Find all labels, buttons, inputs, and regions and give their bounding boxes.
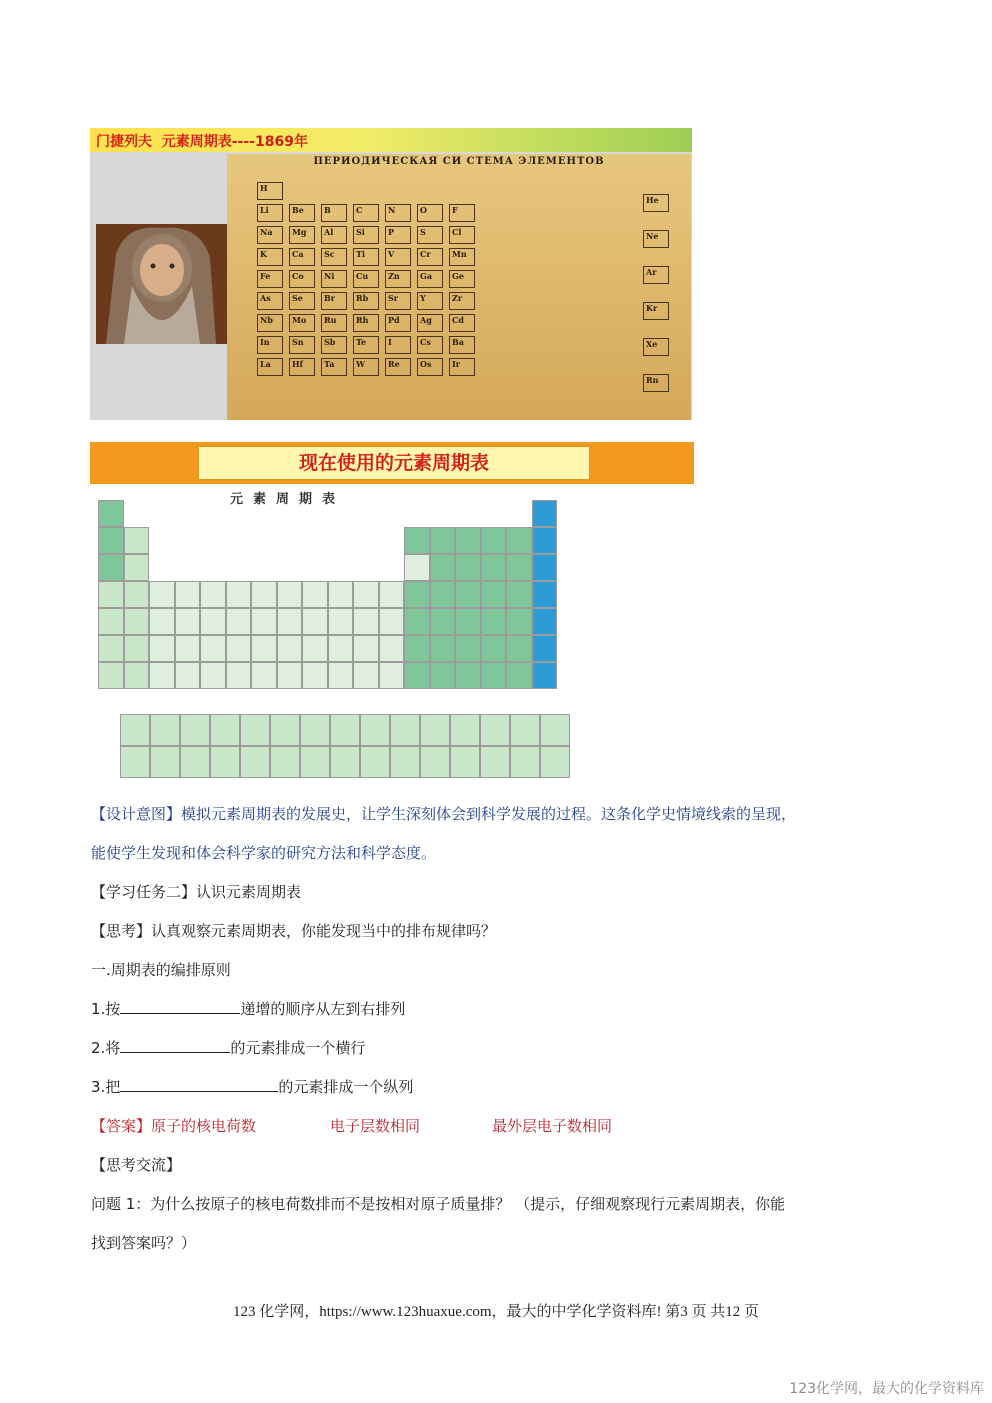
design-intent-line2: 能使学生发现和体会科学家的研究方法和科学态度。 [91,844,437,862]
page-footer: 123 化学网，https://www.123huaxue.com，最大的中学化学资料库! 第3 页 共12 页 [232,1304,760,1320]
item2-suffix: 的元素排成一个横行 [230,1039,366,1057]
periodic-element-cell [455,554,481,581]
periodic-element-cell [98,527,124,554]
mendeleev-element-cell: Y [417,292,443,310]
series-element-cell [480,746,510,778]
mendeleev-element-cell: V [385,248,411,266]
periodic-element-cell [98,581,124,608]
mendeleev-element-cell: Nb [257,314,283,332]
series-element-cell [240,714,270,746]
periodic-element-cell [226,581,252,608]
mendeleev-element-cell: S [417,226,443,244]
periodic-element-cell [328,581,354,608]
series-element-cell [300,746,330,778]
periodic-element-cell [430,527,456,554]
series-element-cell [510,714,540,746]
series-element-cell [270,746,300,778]
series-element-cell [300,714,330,746]
mendeleev-element-cell: Co [289,270,315,288]
answer-label: 【答案】 [91,1117,152,1135]
periodic-element-cell [328,635,354,662]
mendeleev-noble-gas-cell: He [643,194,669,212]
periodic-element-cell [302,608,328,635]
item1 [91,999,405,1019]
periodic-element-cell [404,581,430,608]
periodic-element-cell [532,527,558,554]
mendeleev-element-cell: Br [321,292,347,310]
periodic-element-cell [200,581,226,608]
mendeleev-element-cell: Sn [289,336,315,354]
periodic-element-cell [404,662,430,689]
periodic-element-cell [455,662,481,689]
task2-heading: 【学习任务二】认识元素周期表 [91,883,302,901]
periodic-element-cell [149,635,175,662]
periodic-element-cell [430,554,456,581]
mendeleev-element-cell: As [257,292,283,310]
item1-prefix: 1.按 [91,1000,121,1018]
periodic-table-title: 元素周期表 [230,492,346,507]
item3-prefix: 3.把 [91,1078,121,1096]
figure2-title: 现在使用的元素周期表 [298,452,489,474]
mendeleev-element-cell: P [385,226,411,244]
series-element-cell [540,746,570,778]
periodic-element-cell [175,635,201,662]
mendeleev-element-cell: Te [353,336,379,354]
periodic-element-cell [226,662,252,689]
periodic-element-cell [226,608,252,635]
periodic-element-cell [430,635,456,662]
periodic-element-cell [379,635,405,662]
periodic-element-cell [404,554,430,581]
mendeleev-element-cell: Ta [321,358,347,376]
mendeleev-element-cell: Rb [353,292,379,310]
figure1-banner-text: 门捷列夫 元素周期表----1869年 [96,134,308,150]
periodic-element-cell [506,608,532,635]
mendeleev-element-cell: Ni [321,270,347,288]
item1-suffix: 递增的顺序从左到右排列 [240,1000,406,1018]
periodic-element-cell [98,500,124,527]
question1-line2: 找到答案吗？） [91,1234,197,1252]
series-element-cell [540,714,570,746]
mendeleev-element-cell: Ru [321,314,347,332]
periodic-element-cell [481,662,507,689]
series-element-cell [450,746,480,778]
periodic-element-cell [251,662,277,689]
periodic-element-cell [353,581,379,608]
periodic-element-cell [353,662,379,689]
mendeleev-element-cell: B [321,204,347,222]
mendeleev-element-cell: Hf [289,358,315,376]
periodic-element-cell [506,527,532,554]
mendeleev-element-cell: La [257,358,283,376]
periodic-element-cell [404,635,430,662]
periodic-element-cell [149,662,175,689]
periodic-element-cell [175,662,201,689]
periodic-element-cell [328,608,354,635]
periodic-element-cell [200,635,226,662]
periodic-element-cell [98,635,124,662]
series-element-cell [180,714,210,746]
mendeleev-element-cell: Zn [385,270,411,288]
periodic-element-cell [353,608,379,635]
question1-line1: 问题 1：为什么按原子的核电荷数排而不是按相对原子质量排？ （提示，仔细观察现行元素周期表，你能 [91,1195,786,1213]
series-element-cell [150,746,180,778]
mendeleev-element-cell: Ge [449,270,475,288]
figure2-title-box [198,446,590,480]
periodic-element-cell [532,554,558,581]
answer-1: 原子的核电荷数 [151,1117,257,1135]
mendeleev-figure [90,128,692,420]
series-element-cell [120,714,150,746]
design-intent-label: 【设计意图】 [91,805,182,823]
periodic-element-cell [226,635,252,662]
periodic-element-cell [200,608,226,635]
item2-blank[interactable] [120,1038,230,1053]
periodic-element-cell [328,662,354,689]
mendeleev-element-cell: Ag [417,314,443,332]
periodic-element-cell [149,581,175,608]
series-element-cell [270,714,300,746]
mendeleev-element-cell: O [417,204,443,222]
mendeleev-noble-gas-cell: Xe [643,338,669,356]
mendeleev-element-cell: Ti [353,248,379,266]
series-element-cell [390,746,420,778]
series-element-cell [210,746,240,778]
periodic-element-cell [175,581,201,608]
mendeleev-element-cell: Sr [385,292,411,310]
periodic-element-cell [277,581,303,608]
item3-blank[interactable] [120,1077,278,1092]
periodic-element-cell [124,662,150,689]
periodic-element-cell [251,608,277,635]
periodic-element-cell [481,635,507,662]
periodic-element-cell [379,608,405,635]
mendeleev-noble-gas-cell: Kr [643,302,669,320]
mendeleev-element-cell: Mg [289,226,315,244]
mendeleev-table-sheet [227,154,691,420]
section1-heading: 一.周期表的编排原则 [91,961,231,979]
think-prompt: 【思考】认真观察元素周期表，你能发现当中的排布规律吗？ [91,922,497,940]
discussion-heading: 【思考交流】 [91,1156,182,1174]
mendeleev-element-cell: Li [257,204,283,222]
periodic-element-cell [302,581,328,608]
mendeleev-element-cell: Mo [289,314,315,332]
mendeleev-element-cell: I [385,336,411,354]
periodic-element-cell [98,662,124,689]
periodic-element-cell [481,581,507,608]
mendeleev-element-cell: Rh [353,314,379,332]
series-element-cell [450,714,480,746]
periodic-element-cell [124,554,150,581]
item2 [91,1038,365,1058]
mendeleev-element-cell: Ga [417,270,443,288]
periodic-element-cell [404,608,430,635]
periodic-element-cell [302,662,328,689]
periodic-element-cell [481,527,507,554]
periodic-element-cell [455,608,481,635]
design-intent-line1 [91,804,796,824]
series-element-cell [480,714,510,746]
periodic-element-cell [481,554,507,581]
sheet-title: ПЕРИОДИЧЕСКАЯ СИ СТЕМА ЭЛЕМЕНТОВ [313,156,605,167]
series-element-cell [240,746,270,778]
periodic-element-cell [200,662,226,689]
periodic-element-cell [430,581,456,608]
periodic-element-cell [481,608,507,635]
mendeleev-element-cell: Cd [449,314,475,332]
mendeleev-element-cell: Cr [417,248,443,266]
series-element-cell [360,746,390,778]
series-element-cell [120,746,150,778]
periodic-element-cell [379,581,405,608]
mendeleev-noble-gas-cell: Rn [643,374,669,392]
figure1-banner [90,128,692,152]
item1-blank[interactable] [120,999,240,1014]
periodic-element-cell [251,581,277,608]
mendeleev-element-cell: W [353,358,379,376]
periodic-element-cell [506,581,532,608]
series-element-cell [360,714,390,746]
mendeleev-element-cell: Se [289,292,315,310]
item3 [91,1077,413,1097]
mendeleev-element-cell: K [257,248,283,266]
mendeleev-element-cell: Cu [353,270,379,288]
periodic-element-cell [251,635,277,662]
periodic-element-cell [277,662,303,689]
mendeleev-noble-gas-cell: Ar [643,266,669,284]
periodic-element-cell [455,527,481,554]
mendeleev-element-cell: Fe [257,270,283,288]
mendeleev-element-cell: Ca [289,248,315,266]
periodic-element-cell [455,635,481,662]
site-watermark: 123化学网，最大的化学资料库 [789,1381,984,1397]
mendeleev-element-cell: Cl [449,226,475,244]
series-element-cell [180,746,210,778]
mendeleev-element-cell: Al [321,226,347,244]
mendeleev-element-cell: N [385,204,411,222]
periodic-element-cell [277,635,303,662]
periodic-element-cell [302,635,328,662]
periodic-element-cell [98,554,124,581]
answer-line [91,1116,612,1136]
periodic-element-cell [175,608,201,635]
mendeleev-element-cell: H [257,182,283,200]
periodic-element-cell [455,581,481,608]
mendeleev-element-cell: In [257,336,283,354]
series-element-cell [150,714,180,746]
mendeleev-element-cell: Zr [449,292,475,310]
periodic-element-cell [532,608,558,635]
mendeleev-element-cell: C [353,204,379,222]
periodic-element-cell [124,527,150,554]
mendeleev-element-cell: Si [353,226,379,244]
periodic-element-cell [379,662,405,689]
answer-2: 电子层数相同 [330,1117,421,1135]
mendeleev-element-cell: Re [385,358,411,376]
series-element-cell [330,746,360,778]
series-element-cell [420,746,450,778]
periodic-element-cell [124,635,150,662]
periodic-element-cell [430,608,456,635]
periodic-element-cell [277,608,303,635]
periodic-element-cell [404,527,430,554]
mendeleev-element-cell: Sb [321,336,347,354]
periodic-element-cell [353,635,379,662]
periodic-element-cell [98,608,124,635]
mendeleev-element-cell: Sc [321,248,347,266]
item2-prefix: 2.将 [91,1039,121,1057]
series-element-cell [210,714,240,746]
series-element-cell [330,714,360,746]
periodic-element-cell [532,581,558,608]
item3-suffix: 的元素排成一个纵列 [278,1078,414,1096]
modern-table-figure [90,442,694,780]
design-intent-text1: 模拟元素周期表的发展史，让学生深刻体会到科学发展的过程。这条化学史情境线索的呈现， [181,805,797,823]
periodic-element-cell [430,662,456,689]
series-element-cell [510,746,540,778]
mendeleev-element-cell: Ba [449,336,475,354]
mendeleev-portrait [96,224,228,344]
mendeleev-element-cell: Os [417,358,443,376]
mendeleev-element-cell: Ir [449,358,475,376]
periodic-element-cell [532,662,558,689]
periodic-element-cell [532,500,558,527]
periodic-element-cell [149,608,175,635]
mendeleev-element-cell: Be [289,204,315,222]
answer-3: 最外层电子数相同 [492,1117,613,1135]
periodic-element-cell [532,635,558,662]
periodic-element-cell [124,608,150,635]
mendeleev-element-cell: Cs [417,336,443,354]
periodic-element-cell [124,581,150,608]
series-element-cell [420,714,450,746]
mendeleev-element-cell: Pd [385,314,411,332]
mendeleev-noble-gas-cell: Ne [643,230,669,248]
series-element-cell [390,714,420,746]
mendeleev-element-cell: Na [257,226,283,244]
periodic-element-cell [506,635,532,662]
mendeleev-element-cell: Mn [449,248,475,266]
periodic-element-cell [506,662,532,689]
periodic-element-cell [506,554,532,581]
mendeleev-element-cell: F [449,204,475,222]
